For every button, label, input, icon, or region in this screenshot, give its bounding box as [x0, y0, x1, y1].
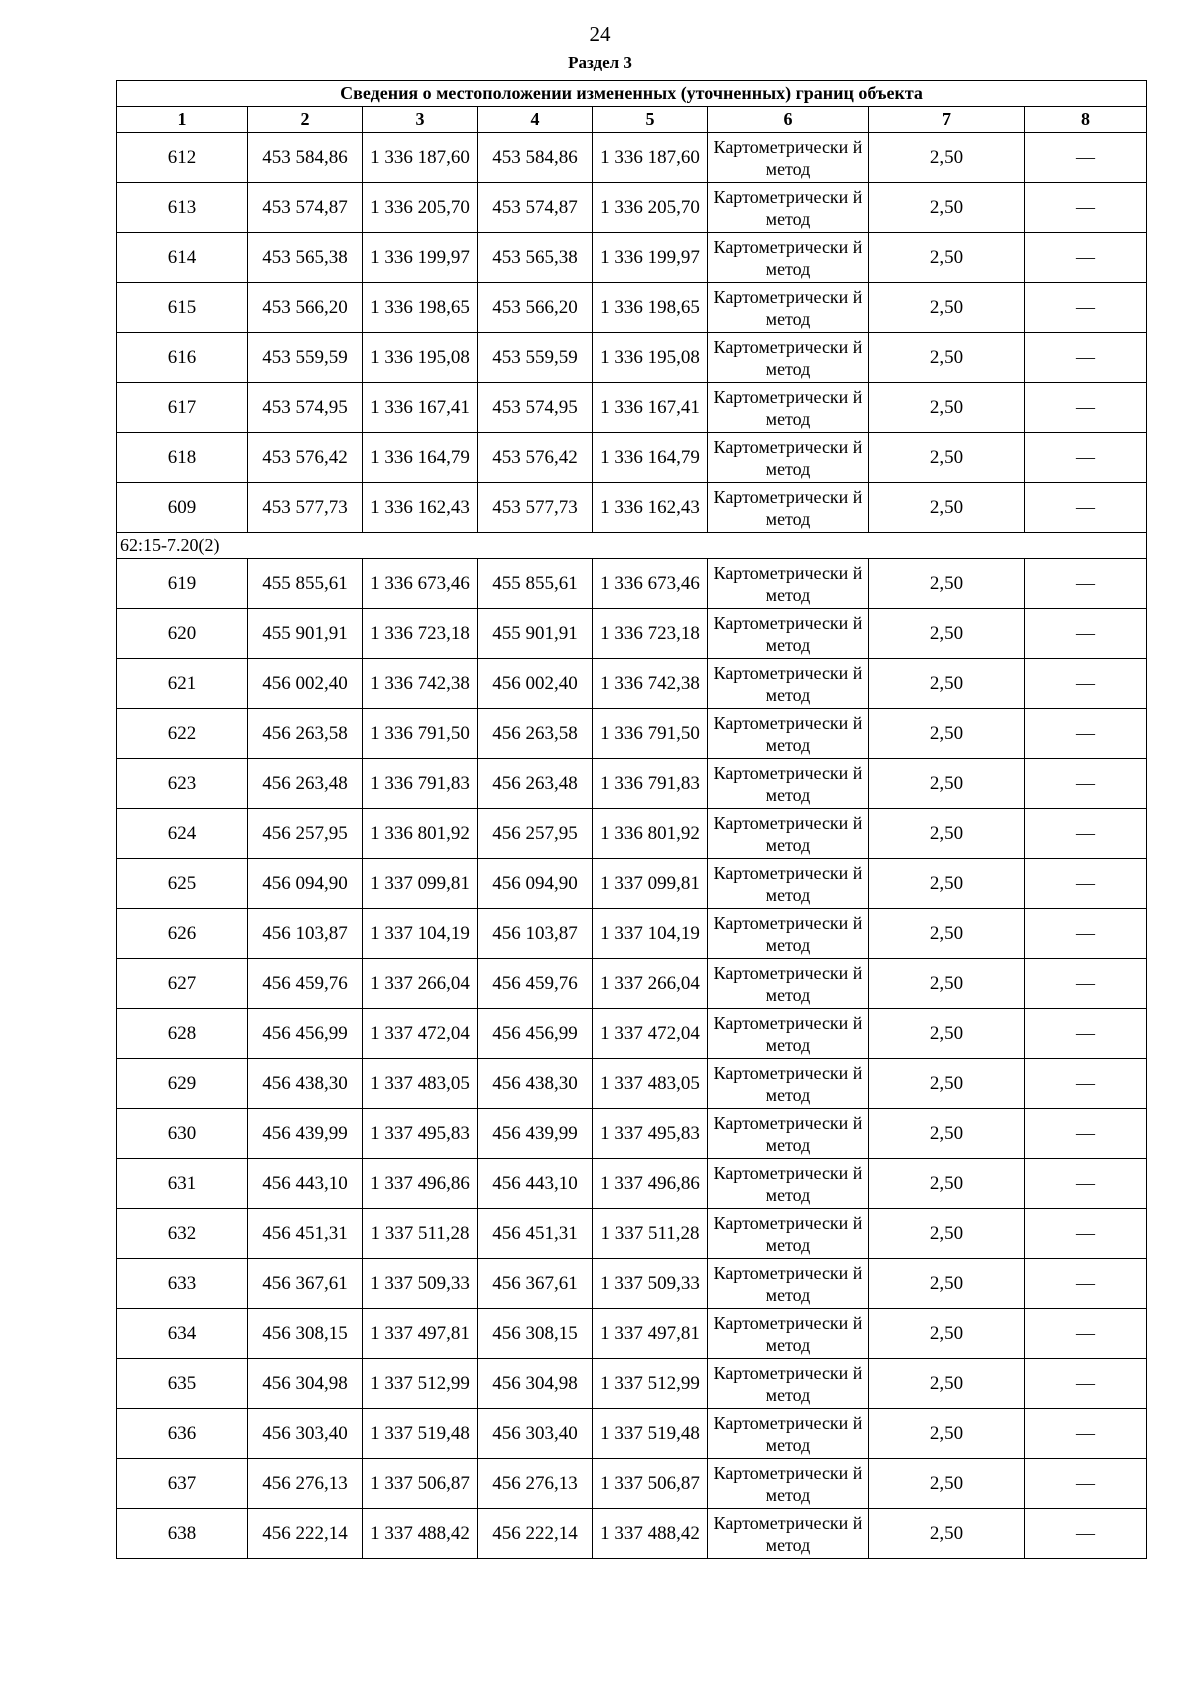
method-cell: Картометрически й метод — [708, 1209, 869, 1259]
note-cell: — — [1025, 1109, 1147, 1159]
method-cell: Картометрически й метод — [708, 183, 869, 233]
y-coord-cell: 1 336 723,18 — [363, 609, 478, 659]
x-coord-new-cell: 456 459,76 — [478, 959, 593, 1009]
note-cell: — — [1025, 483, 1147, 533]
x-coord-new-cell: 453 574,95 — [478, 383, 593, 433]
method-cell: Картометрически й метод — [708, 233, 869, 283]
x-coord-new-cell: 456 443,10 — [478, 1159, 593, 1209]
table-row — [117, 283, 1147, 333]
table-row — [117, 1309, 1147, 1359]
method-cell: Картометрически й метод — [708, 1359, 869, 1409]
method-cell: Картометрически й метод — [708, 1009, 869, 1059]
note-cell: — — [1025, 283, 1147, 333]
y-coord-cell: 1 337 511,28 — [363, 1209, 478, 1259]
table-row — [117, 1259, 1147, 1309]
x-coord-cell: 456 459,76 — [248, 959, 363, 1009]
table-row — [117, 859, 1147, 909]
x-coord-cell: 453 566,20 — [248, 283, 363, 333]
table-row — [117, 959, 1147, 1009]
y-coord-new-cell: 1 336 673,46 — [593, 559, 708, 609]
point-number-cell: 636 — [117, 1409, 248, 1459]
table-row — [117, 383, 1147, 433]
y-coord-cell: 1 337 506,87 — [363, 1459, 478, 1509]
accuracy-cell: 2,50 — [869, 133, 1025, 183]
note-cell: — — [1025, 1059, 1147, 1109]
x-coord-new-cell: 456 456,99 — [478, 1009, 593, 1059]
y-coord-cell: 1 337 104,19 — [363, 909, 478, 959]
point-number-cell: 618 — [117, 433, 248, 483]
point-number-cell: 630 — [117, 1109, 248, 1159]
y-coord-new-cell: 1 336 198,65 — [593, 283, 708, 333]
method-cell: Картометрически й метод — [708, 1109, 869, 1159]
accuracy-cell: 2,50 — [869, 283, 1025, 333]
x-coord-cell: 456 443,10 — [248, 1159, 363, 1209]
y-coord-cell: 1 336 791,50 — [363, 709, 478, 759]
x-coord-cell: 456 308,15 — [248, 1309, 363, 1359]
table-row — [117, 1209, 1147, 1259]
method-cell: Картометрически й метод — [708, 1409, 869, 1459]
accuracy-cell: 2,50 — [869, 1109, 1025, 1159]
accuracy-cell: 2,50 — [869, 1209, 1025, 1259]
y-coord-cell: 1 336 742,38 — [363, 659, 478, 709]
note-cell: — — [1025, 183, 1147, 233]
method-cell: Картометрически й метод — [708, 759, 869, 809]
y-coord-cell: 1 337 497,81 — [363, 1309, 478, 1359]
column-number: 4 — [478, 107, 593, 133]
table-row — [117, 659, 1147, 709]
y-coord-new-cell: 1 337 512,99 — [593, 1359, 708, 1409]
accuracy-cell: 2,50 — [869, 383, 1025, 433]
note-cell: — — [1025, 559, 1147, 609]
y-coord-new-cell: 1 337 511,28 — [593, 1209, 708, 1259]
table-row — [117, 759, 1147, 809]
note-cell: — — [1025, 659, 1147, 709]
table-caption: Сведения о местоположении измененных (уточненных) границ объекта — [117, 81, 1147, 107]
point-number-cell: 628 — [117, 1009, 248, 1059]
accuracy-cell: 2,50 — [869, 1159, 1025, 1209]
table-row — [117, 183, 1147, 233]
accuracy-cell: 2,50 — [869, 609, 1025, 659]
x-coord-cell: 456 456,99 — [248, 1009, 363, 1059]
column-number: 7 — [869, 107, 1025, 133]
point-number-cell: 609 — [117, 483, 248, 533]
table-row — [117, 809, 1147, 859]
x-coord-cell: 456 002,40 — [248, 659, 363, 709]
x-coord-new-cell: 456 439,99 — [478, 1109, 593, 1159]
page-number: 24 — [589, 22, 611, 46]
accuracy-cell: 2,50 — [869, 1259, 1025, 1309]
x-coord-new-cell: 456 263,48 — [478, 759, 593, 809]
x-coord-cell: 456 438,30 — [248, 1059, 363, 1109]
x-coord-new-cell: 456 451,31 — [478, 1209, 593, 1259]
note-cell: — — [1025, 1009, 1147, 1059]
x-coord-new-cell: 456 257,95 — [478, 809, 593, 859]
column-number: 2 — [248, 107, 363, 133]
x-coord-cell: 453 584,86 — [248, 133, 363, 183]
x-coord-cell: 453 559,59 — [248, 333, 363, 383]
method-cell: Картометрически й метод — [708, 333, 869, 383]
x-coord-cell: 453 577,73 — [248, 483, 363, 533]
table-row — [117, 483, 1147, 533]
y-coord-cell: 1 337 472,04 — [363, 1009, 478, 1059]
y-coord-new-cell: 1 336 164,79 — [593, 433, 708, 483]
y-coord-cell: 1 336 164,79 — [363, 433, 478, 483]
note-cell: — — [1025, 233, 1147, 283]
x-coord-cell: 456 304,98 — [248, 1359, 363, 1409]
point-number-cell: 621 — [117, 659, 248, 709]
y-coord-cell: 1 336 162,43 — [363, 483, 478, 533]
boundary-coordinates-table — [116, 80, 1147, 1559]
y-coord-new-cell: 1 336 195,08 — [593, 333, 708, 383]
x-coord-new-cell: 456 263,58 — [478, 709, 593, 759]
point-number-cell: 631 — [117, 1159, 248, 1209]
method-cell: Картометрически й метод — [708, 559, 869, 609]
y-coord-cell: 1 337 512,99 — [363, 1359, 478, 1409]
x-coord-cell: 456 094,90 — [248, 859, 363, 909]
y-coord-new-cell: 1 337 519,48 — [593, 1409, 708, 1459]
y-coord-cell: 1 336 187,60 — [363, 133, 478, 183]
point-number-cell: 624 — [117, 809, 248, 859]
note-cell: — — [1025, 709, 1147, 759]
accuracy-cell: 2,50 — [869, 1359, 1025, 1409]
table-row — [117, 433, 1147, 483]
y-coord-cell: 1 336 195,08 — [363, 333, 478, 383]
y-coord-new-cell: 1 337 488,42 — [593, 1509, 708, 1559]
y-coord-cell: 1 336 167,41 — [363, 383, 478, 433]
x-coord-cell: 455 901,91 — [248, 609, 363, 659]
accuracy-cell: 2,50 — [869, 183, 1025, 233]
y-coord-cell: 1 337 483,05 — [363, 1059, 478, 1109]
y-coord-cell: 1 337 266,04 — [363, 959, 478, 1009]
method-cell: Картометрически й метод — [708, 709, 869, 759]
column-number: 1 — [117, 107, 248, 133]
x-coord-cell: 455 855,61 — [248, 559, 363, 609]
y-coord-new-cell: 1 337 472,04 — [593, 1009, 708, 1059]
x-coord-new-cell: 453 577,73 — [478, 483, 593, 533]
point-number-cell: 622 — [117, 709, 248, 759]
table-row — [117, 233, 1147, 283]
note-cell: — — [1025, 959, 1147, 1009]
note-cell: — — [1025, 333, 1147, 383]
table-row — [117, 709, 1147, 759]
group-label-row — [117, 533, 1147, 559]
accuracy-cell: 2,50 — [869, 859, 1025, 909]
note-cell: — — [1025, 1209, 1147, 1259]
y-coord-cell: 1 336 205,70 — [363, 183, 478, 233]
note-cell: — — [1025, 759, 1147, 809]
x-coord-new-cell: 453 574,87 — [478, 183, 593, 233]
x-coord-cell: 456 103,87 — [248, 909, 363, 959]
accuracy-cell: 2,50 — [869, 233, 1025, 283]
x-coord-cell: 453 576,42 — [248, 433, 363, 483]
table-row — [117, 333, 1147, 383]
accuracy-cell: 2,50 — [869, 559, 1025, 609]
method-cell: Картометрически й метод — [708, 1309, 869, 1359]
x-coord-new-cell: 456 094,90 — [478, 859, 593, 909]
accuracy-cell: 2,50 — [869, 759, 1025, 809]
method-cell: Картометрически й метод — [708, 859, 869, 909]
x-coord-cell: 456 303,40 — [248, 1409, 363, 1459]
accuracy-cell: 2,50 — [869, 333, 1025, 383]
point-number-cell: 635 — [117, 1359, 248, 1409]
note-cell: — — [1025, 609, 1147, 659]
accuracy-cell: 2,50 — [869, 1409, 1025, 1459]
point-number-cell: 614 — [117, 233, 248, 283]
x-coord-new-cell: 453 566,20 — [478, 283, 593, 333]
method-cell: Картометрически й метод — [708, 383, 869, 433]
column-number-row — [117, 107, 1147, 133]
y-coord-cell: 1 336 199,97 — [363, 233, 478, 283]
y-coord-cell: 1 337 495,83 — [363, 1109, 478, 1159]
y-coord-new-cell: 1 337 495,83 — [593, 1109, 708, 1159]
method-cell: Картометрически й метод — [708, 659, 869, 709]
point-number-cell: 626 — [117, 909, 248, 959]
point-number-cell: 637 — [117, 1459, 248, 1509]
point-number-cell: 613 — [117, 183, 248, 233]
x-coord-new-cell: 456 367,61 — [478, 1259, 593, 1309]
point-number-cell: 633 — [117, 1259, 248, 1309]
y-coord-new-cell: 1 336 187,60 — [593, 133, 708, 183]
note-cell: — — [1025, 433, 1147, 483]
accuracy-cell: 2,50 — [869, 909, 1025, 959]
method-cell: Картометрически й метод — [708, 1259, 869, 1309]
accuracy-cell: 2,50 — [869, 1459, 1025, 1509]
y-coord-cell: 1 337 496,86 — [363, 1159, 478, 1209]
y-coord-cell: 1 337 519,48 — [363, 1409, 478, 1459]
x-coord-new-cell: 456 103,87 — [478, 909, 593, 959]
x-coord-new-cell: 456 303,40 — [478, 1409, 593, 1459]
x-coord-new-cell: 453 559,59 — [478, 333, 593, 383]
accuracy-cell: 2,50 — [869, 433, 1025, 483]
x-coord-cell: 456 263,58 — [248, 709, 363, 759]
x-coord-new-cell: 453 584,86 — [478, 133, 593, 183]
table-body — [117, 81, 1147, 1559]
y-coord-new-cell: 1 336 791,50 — [593, 709, 708, 759]
accuracy-cell: 2,50 — [869, 1009, 1025, 1059]
x-coord-new-cell: 455 901,91 — [478, 609, 593, 659]
note-cell: — — [1025, 383, 1147, 433]
table-row — [117, 609, 1147, 659]
x-coord-new-cell: 453 576,42 — [478, 433, 593, 483]
method-cell: Картометрически й метод — [708, 1509, 869, 1559]
column-number: 5 — [593, 107, 708, 133]
point-number-cell: 612 — [117, 133, 248, 183]
note-cell: — — [1025, 1509, 1147, 1559]
table-row — [117, 1009, 1147, 1059]
table-caption-row — [117, 81, 1147, 107]
y-coord-new-cell: 1 336 742,38 — [593, 659, 708, 709]
table-row — [117, 559, 1147, 609]
y-coord-cell: 1 337 488,42 — [363, 1509, 478, 1559]
y-coord-new-cell: 1 336 162,43 — [593, 483, 708, 533]
x-coord-cell: 456 451,31 — [248, 1209, 363, 1259]
accuracy-cell: 2,50 — [869, 1309, 1025, 1359]
x-coord-new-cell: 456 222,14 — [478, 1509, 593, 1559]
y-coord-cell: 1 336 791,83 — [363, 759, 478, 809]
x-coord-cell: 453 565,38 — [248, 233, 363, 283]
method-cell: Картометрически й метод — [708, 433, 869, 483]
x-coord-cell: 456 276,13 — [248, 1459, 363, 1509]
method-cell: Картометрически й метод — [708, 959, 869, 1009]
method-cell: Картометрически й метод — [708, 609, 869, 659]
point-number-cell: 617 — [117, 383, 248, 433]
note-cell: — — [1025, 1409, 1147, 1459]
y-coord-new-cell: 1 336 791,83 — [593, 759, 708, 809]
y-coord-cell: 1 336 673,46 — [363, 559, 478, 609]
y-coord-new-cell: 1 337 497,81 — [593, 1309, 708, 1359]
x-coord-cell: 453 574,95 — [248, 383, 363, 433]
accuracy-cell: 2,50 — [869, 959, 1025, 1009]
y-coord-new-cell: 1 336 801,92 — [593, 809, 708, 859]
point-number-cell: 627 — [117, 959, 248, 1009]
x-coord-cell: 456 222,14 — [248, 1509, 363, 1559]
accuracy-cell: 2,50 — [869, 709, 1025, 759]
column-number: 6 — [708, 107, 869, 133]
y-coord-new-cell: 1 337 104,19 — [593, 909, 708, 959]
point-number-cell: 615 — [117, 283, 248, 333]
y-coord-cell: 1 337 509,33 — [363, 1259, 478, 1309]
method-cell: Картометрически й метод — [708, 809, 869, 859]
y-coord-new-cell: 1 336 167,41 — [593, 383, 708, 433]
y-coord-new-cell: 1 337 496,86 — [593, 1159, 708, 1209]
note-cell: — — [1025, 133, 1147, 183]
x-coord-cell: 456 257,95 — [248, 809, 363, 859]
note-cell: — — [1025, 859, 1147, 909]
accuracy-cell: 2,50 — [869, 809, 1025, 859]
y-coord-new-cell: 1 336 205,70 — [593, 183, 708, 233]
x-coord-new-cell: 456 304,98 — [478, 1359, 593, 1409]
section-title: Раздел 3 — [568, 53, 632, 72]
point-number-cell: 632 — [117, 1209, 248, 1259]
column-number: 8 — [1025, 107, 1147, 133]
accuracy-cell: 2,50 — [869, 659, 1025, 709]
y-coord-new-cell: 1 337 266,04 — [593, 959, 708, 1009]
note-cell: — — [1025, 1359, 1147, 1409]
table-row — [117, 1059, 1147, 1109]
note-cell: — — [1025, 1459, 1147, 1509]
table-row — [117, 909, 1147, 959]
method-cell: Картометрически й метод — [708, 283, 869, 333]
y-coord-new-cell: 1 337 099,81 — [593, 859, 708, 909]
point-number-cell: 625 — [117, 859, 248, 909]
method-cell: Картометрически й метод — [708, 909, 869, 959]
y-coord-cell: 1 337 099,81 — [363, 859, 478, 909]
accuracy-cell: 2,50 — [869, 483, 1025, 533]
table-row — [117, 1509, 1147, 1559]
point-number-cell: 616 — [117, 333, 248, 383]
method-cell: Картометрически й метод — [708, 1459, 869, 1509]
x-coord-new-cell: 453 565,38 — [478, 233, 593, 283]
point-number-cell: 620 — [117, 609, 248, 659]
point-number-cell: 619 — [117, 559, 248, 609]
point-number-cell: 629 — [117, 1059, 248, 1109]
note-cell: — — [1025, 1159, 1147, 1209]
point-number-cell: 638 — [117, 1509, 248, 1559]
note-cell: — — [1025, 1259, 1147, 1309]
method-cell: Картометрически й метод — [708, 133, 869, 183]
y-coord-new-cell: 1 337 483,05 — [593, 1059, 708, 1109]
table-row — [117, 1459, 1147, 1509]
y-coord-new-cell: 1 336 723,18 — [593, 609, 708, 659]
table-row — [117, 1109, 1147, 1159]
y-coord-cell: 1 336 801,92 — [363, 809, 478, 859]
y-coord-new-cell: 1 336 199,97 — [593, 233, 708, 283]
accuracy-cell: 2,50 — [869, 1059, 1025, 1109]
x-coord-cell: 456 439,99 — [248, 1109, 363, 1159]
point-number-cell: 623 — [117, 759, 248, 809]
x-coord-new-cell: 456 002,40 — [478, 659, 593, 709]
method-cell: Картометрически й метод — [708, 1159, 869, 1209]
method-cell: Картометрически й метод — [708, 1059, 869, 1109]
column-number: 3 — [363, 107, 478, 133]
table-row — [117, 133, 1147, 183]
table-row — [117, 1409, 1147, 1459]
x-coord-new-cell: 456 276,13 — [478, 1459, 593, 1509]
accuracy-cell: 2,50 — [869, 1509, 1025, 1559]
y-coord-new-cell: 1 337 506,87 — [593, 1459, 708, 1509]
x-coord-new-cell: 455 855,61 — [478, 559, 593, 609]
table-row — [117, 1159, 1147, 1209]
point-number-cell: 634 — [117, 1309, 248, 1359]
note-cell: — — [1025, 1309, 1147, 1359]
note-cell: — — [1025, 809, 1147, 859]
x-coord-cell: 453 574,87 — [248, 183, 363, 233]
x-coord-new-cell: 456 308,15 — [478, 1309, 593, 1359]
method-cell: Картометрически й метод — [708, 483, 869, 533]
x-coord-new-cell: 456 438,30 — [478, 1059, 593, 1109]
group-label: 62:15-7.20(2) — [117, 533, 1147, 559]
x-coord-cell: 456 263,48 — [248, 759, 363, 809]
note-cell: — — [1025, 909, 1147, 959]
y-coord-cell: 1 336 198,65 — [363, 283, 478, 333]
table-row — [117, 1359, 1147, 1409]
y-coord-new-cell: 1 337 509,33 — [593, 1259, 708, 1309]
x-coord-cell: 456 367,61 — [248, 1259, 363, 1309]
